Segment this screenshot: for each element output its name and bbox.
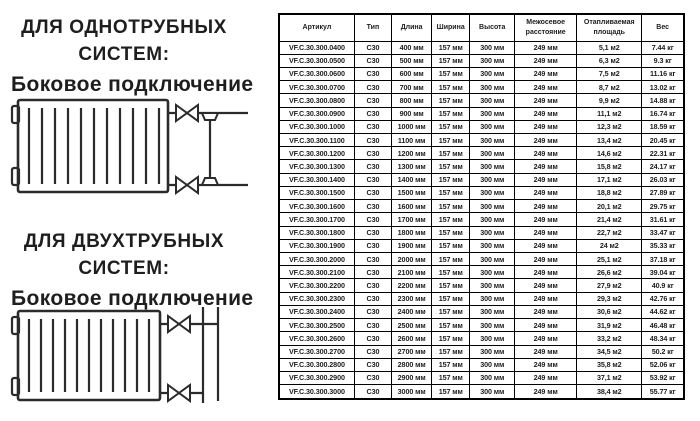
table-cell: 44.62 кг [642,305,684,318]
table-row [279,186,684,199]
table-header-row [279,14,684,41]
table-cell: VF.C.30.300.2700 [279,345,354,358]
table-cell: 249 мм [515,107,577,120]
table-cell: 249 мм [515,213,577,226]
radiator-icon [12,311,160,400]
pipe-lines [160,324,218,393]
table-cell: 600 мм [392,67,432,80]
table-cell: 300 мм [470,120,515,133]
table-cell: VF.C.30.300.1300 [279,160,354,173]
table-cell: 13.02 кг [642,81,684,94]
table-cell: 11.16 кг [642,67,684,80]
table-cell: 6,3 м2 [577,54,642,67]
table-cell: 2900 мм [392,371,432,384]
table-cell: 249 мм [515,292,577,305]
table-cell: 29,3 м2 [577,292,642,305]
table-cell: 18.59 кг [642,120,684,133]
table-cell: VF.C.30.300.1100 [279,134,354,147]
table-cell: 5,1 м2 [577,41,642,54]
table-row [279,94,684,107]
table-cell: 2400 мм [392,305,432,318]
table-cell: 300 мм [470,107,515,120]
table-cell: VF.C.30.300.3000 [279,385,354,399]
table-row [279,67,684,80]
table-row [279,292,684,305]
table-cell: 1300 мм [392,160,432,173]
table-cell: 38,4 м2 [577,385,642,399]
table-row [279,319,684,332]
table-cell: VF.C.30.300.0600 [279,67,354,80]
table-cell: VF.C.30.300.1600 [279,200,354,213]
table-cell: 300 мм [470,160,515,173]
table-cell: 15,8 м2 [577,160,642,173]
table-cell: 300 мм [470,147,515,160]
table-cell: 249 мм [515,332,577,345]
table-cell: 249 мм [515,279,577,292]
table-cell: 300 мм [470,279,515,292]
table-cell: 157 мм [432,226,470,239]
table-cell: 1400 мм [392,173,432,186]
table-cell: 249 мм [515,319,577,332]
section2-title-line1: ДЛЯ ДВУХТРУБНЫХ [23,231,225,252]
table-row [279,213,684,226]
table-cell: C30 [354,173,391,186]
table-row [279,41,684,54]
table-row [279,200,684,213]
table-cell: 157 мм [432,332,470,345]
table-cell: 2000 мм [392,253,432,266]
table-cell: 14.88 кг [642,94,684,107]
table-cell: VF.C.30.300.2300 [279,292,354,305]
table-cell: C30 [354,305,391,318]
table-cell: 33.47 кг [642,226,684,239]
radiator-spec-table [278,13,685,400]
table-row [279,147,684,160]
table-cell: 157 мм [432,94,470,107]
table-cell: 249 мм [515,160,577,173]
table-cell: 249 мм [515,186,577,199]
table-cell: 52.06 кг [642,358,684,371]
table-cell: 24 м2 [577,239,642,252]
table-cell: 157 мм [432,239,470,252]
table-cell: 157 мм [432,147,470,160]
table-cell: C30 [354,94,391,107]
table-cell: 249 мм [515,253,577,266]
table-cell: 20,1 м2 [577,200,642,213]
table-cell: VF.C.30.300.1400 [279,173,354,186]
table-cell: 39.04 кг [642,266,684,279]
table-cell: VF.C.30.300.2900 [279,371,354,384]
column-header: Тип [354,14,391,41]
table-cell: 16.74 кг [642,107,684,120]
table-cell: 2500 мм [392,319,432,332]
table-cell: 157 мм [432,266,470,279]
section2-title-line2: СИСТЕМ: [78,258,170,279]
table-cell: 249 мм [515,134,577,147]
column-header: Ширина [432,14,470,41]
section1-subtitle: Боковое подключение [11,73,254,96]
table-cell: 300 мм [470,186,515,199]
table-cell: 157 мм [432,358,470,371]
table-cell: C30 [354,266,391,279]
table-cell: 249 мм [515,385,577,399]
table-cell: 157 мм [432,345,470,358]
table-cell: VF.C.30.300.2600 [279,332,354,345]
table-cell: 31.61 кг [642,213,684,226]
table-cell: 26,6 м2 [577,266,642,279]
table-cell: 157 мм [432,385,470,399]
table-cell: 8,7 м2 [577,81,642,94]
table-cell: C30 [354,81,391,94]
table-cell: C30 [354,345,391,358]
table-cell: 14,6 м2 [577,147,642,160]
column-header: Высота [470,14,515,41]
table-cell: 46.48 кг [642,319,684,332]
table-cell: 300 мм [470,226,515,239]
table-cell: 300 мм [470,332,515,345]
table-cell: 29.75 кг [642,200,684,213]
table-cell: VF.C.30.300.1200 [279,147,354,160]
table-cell: 300 мм [470,345,515,358]
table-cell: 300 мм [470,305,515,318]
column-header: Межосевое расстояние [515,14,577,41]
table-body [279,41,684,399]
table-cell: C30 [354,292,391,305]
table-cell: 12,3 м2 [577,120,642,133]
riser-pipes [203,307,218,403]
valve-icon [168,316,190,401]
table-cell: C30 [354,120,391,133]
table-row [279,332,684,345]
table-cell: 48.34 кг [642,332,684,345]
table-cell: 249 мм [515,54,577,67]
table-cell: 53.92 кг [642,371,684,384]
table-cell: 2300 мм [392,292,432,305]
table-cell: 300 мм [470,266,515,279]
table-cell: 11,1 м2 [577,107,642,120]
table-cell: 300 мм [470,358,515,371]
table-cell: 2700 мм [392,345,432,358]
table-cell: 157 мм [432,279,470,292]
table-cell: C30 [354,160,391,173]
table-cell: 249 мм [515,200,577,213]
table-row [279,266,684,279]
table-cell: 20.45 кг [642,134,684,147]
table-cell: 157 мм [432,253,470,266]
table-cell: 2200 мм [392,279,432,292]
table-cell: VF.C.30.300.1800 [279,226,354,239]
table-cell: VF.C.30.300.2800 [279,358,354,371]
table-cell: 300 мм [470,81,515,94]
table-cell: 157 мм [432,305,470,318]
table-cell: C30 [354,279,391,292]
table-cell: 25,1 м2 [577,253,642,266]
table-cell: 34,5 м2 [577,345,642,358]
table-row [279,371,684,384]
table-cell: 17,1 м2 [577,173,642,186]
table-cell: 22.31 кг [642,147,684,160]
column-header: Вес [642,14,684,41]
table-cell: C30 [354,385,391,399]
table-cell: C30 [354,239,391,252]
table-cell: VF.C.30.300.2400 [279,305,354,318]
table-cell: VF.C.30.300.0400 [279,41,354,54]
two-pipe-diagram [8,303,256,405]
section1-title-line2: СИСТЕМ: [78,44,170,65]
table-row [279,54,684,67]
table-cell: 300 мм [470,385,515,399]
table-row [279,107,684,120]
radiator-fins [29,108,159,184]
table-cell: VF.C.30.300.1000 [279,120,354,133]
table-cell: 249 мм [515,67,577,80]
table-cell: 157 мм [432,292,470,305]
table-cell: 249 мм [515,173,577,186]
table-cell: C30 [354,200,391,213]
table-cell: 500 мм [392,54,432,67]
table-cell: 249 мм [515,239,577,252]
radiator-icon [12,100,168,192]
table-cell: 300 мм [470,67,515,80]
table-cell: 1200 мм [392,147,432,160]
table-cell: 300 мм [470,371,515,384]
table-cell: VF.C.30.300.1900 [279,239,354,252]
table-cell: 249 мм [515,371,577,384]
table-cell: 300 мм [470,319,515,332]
table-cell: 13,4 м2 [577,134,642,147]
table-row [279,120,684,133]
table-row [279,253,684,266]
table-cell: VF.C.30.300.2100 [279,266,354,279]
table-cell: C30 [354,226,391,239]
table-cell: VF.C.30.300.0700 [279,81,354,94]
table-cell: VF.C.30.300.2000 [279,253,354,266]
section1-title-line1: ДЛЯ ОДНОТРУБНЫХ [21,17,227,38]
table-cell: 27,9 м2 [577,279,642,292]
table-cell: 157 мм [432,134,470,147]
table-row [279,358,684,371]
table-cell: C30 [354,147,391,160]
table-cell: VF.C.30.300.2500 [279,319,354,332]
table-cell: 300 мм [470,200,515,213]
table-cell: 300 мм [470,41,515,54]
table-cell: 157 мм [432,67,470,80]
table-cell: 300 мм [470,94,515,107]
table-cell: C30 [354,371,391,384]
table-cell: C30 [354,253,391,266]
table-cell: 37.18 кг [642,253,684,266]
table-cell: 40.9 кг [642,279,684,292]
table-cell: 22,7 м2 [577,226,642,239]
table-cell: 35,8 м2 [577,358,642,371]
table-cell: 249 мм [515,266,577,279]
table-cell: 3000 мм [392,385,432,399]
table-cell: 249 мм [515,345,577,358]
table-cell: 27.89 кг [642,186,684,199]
table-cell: C30 [354,41,391,54]
table-cell: 26.03 кг [642,173,684,186]
table-row [279,239,684,252]
table-cell: 300 мм [470,239,515,252]
column-header: Отапливаемая площадь [577,14,642,41]
valve-icon [176,105,198,193]
table-cell: VF.C.30.300.1700 [279,213,354,226]
table-cell: 50.2 кг [642,345,684,358]
table-cell: 400 мм [392,41,432,54]
table-cell: 42.76 кг [642,292,684,305]
table-cell: 37,1 м2 [577,371,642,384]
table-cell: 157 мм [432,371,470,384]
table-cell: 300 мм [470,292,515,305]
table-cell: 24.17 кг [642,160,684,173]
table-cell: VF.C.30.300.0900 [279,107,354,120]
table-cell: 300 мм [470,134,515,147]
table-cell: 1900 мм [392,239,432,252]
table-cell: 157 мм [432,160,470,173]
table-cell: 9,9 м2 [577,94,642,107]
table-cell: 157 мм [432,186,470,199]
table-cell: VF.C.30.300.1500 [279,186,354,199]
table-cell: 1100 мм [392,134,432,147]
table-row [279,385,684,399]
single-pipe-diagram [8,95,256,197]
table-row [279,226,684,239]
table-cell: 1000 мм [392,120,432,133]
table-cell: 157 мм [432,200,470,213]
section2-subtitle: Боковое подключение [11,287,254,310]
table-cell: VF.C.30.300.0800 [279,94,354,107]
table-cell: 157 мм [432,81,470,94]
table-cell: 300 мм [470,213,515,226]
table-cell: 300 мм [470,173,515,186]
table-cell: 700 мм [392,81,432,94]
table-cell: 18,8 м2 [577,186,642,199]
table-cell: 157 мм [432,213,470,226]
table-cell: C30 [354,319,391,332]
table-cell: 157 мм [432,54,470,67]
table-cell: C30 [354,54,391,67]
table-cell: 249 мм [515,305,577,318]
table-cell: 21,4 м2 [577,213,642,226]
table-cell: 300 мм [470,54,515,67]
table-cell: C30 [354,107,391,120]
table-cell: 7.44 кг [642,41,684,54]
table-cell: 7,5 м2 [577,67,642,80]
table-row [279,305,684,318]
table-cell: VF.C.30.300.0500 [279,54,354,67]
table-cell: 300 мм [470,253,515,266]
table-cell: 157 мм [432,319,470,332]
table-cell: 1800 мм [392,226,432,239]
table-cell: VF.C.30.300.2200 [279,279,354,292]
table-cell: C30 [354,332,391,345]
table-cell: 1500 мм [392,186,432,199]
column-header: Длина [392,14,432,41]
table-cell: 249 мм [515,81,577,94]
table-cell: 9.3 кг [642,54,684,67]
table-cell: C30 [354,67,391,80]
table-cell: 157 мм [432,41,470,54]
table-cell: 249 мм [515,358,577,371]
table-cell: 2600 мм [392,332,432,345]
table-cell: 157 мм [432,107,470,120]
table-cell: 900 мм [392,107,432,120]
table-cell: 2800 мм [392,358,432,371]
table-row [279,345,684,358]
table-cell: 30,6 м2 [577,305,642,318]
table-cell: 2100 мм [392,266,432,279]
table-cell: 249 мм [515,226,577,239]
radiator-fins [29,319,149,392]
table-cell: 249 мм [515,147,577,160]
table-cell: 800 мм [392,94,432,107]
table-row [279,81,684,94]
table-cell: 249 мм [515,94,577,107]
table-cell: C30 [354,134,391,147]
table-cell: 55.77 кг [642,385,684,399]
table-row [279,173,684,186]
table-cell: 33,2 м2 [577,332,642,345]
table-row [279,160,684,173]
pipe-lines [168,113,248,185]
table-cell: C30 [354,213,391,226]
table-cell: 249 мм [515,120,577,133]
table-row [279,279,684,292]
table-row [279,134,684,147]
table-cell: 157 мм [432,173,470,186]
column-header: Артикул [279,14,354,41]
table-cell: 35.33 кг [642,239,684,252]
table-cell: C30 [354,358,391,371]
table-cell: 1700 мм [392,213,432,226]
table-cell: 249 мм [515,41,577,54]
table-cell: 1600 мм [392,200,432,213]
table-cell: 157 мм [432,120,470,133]
table-cell: C30 [354,186,391,199]
table-cell: 31,9 м2 [577,319,642,332]
